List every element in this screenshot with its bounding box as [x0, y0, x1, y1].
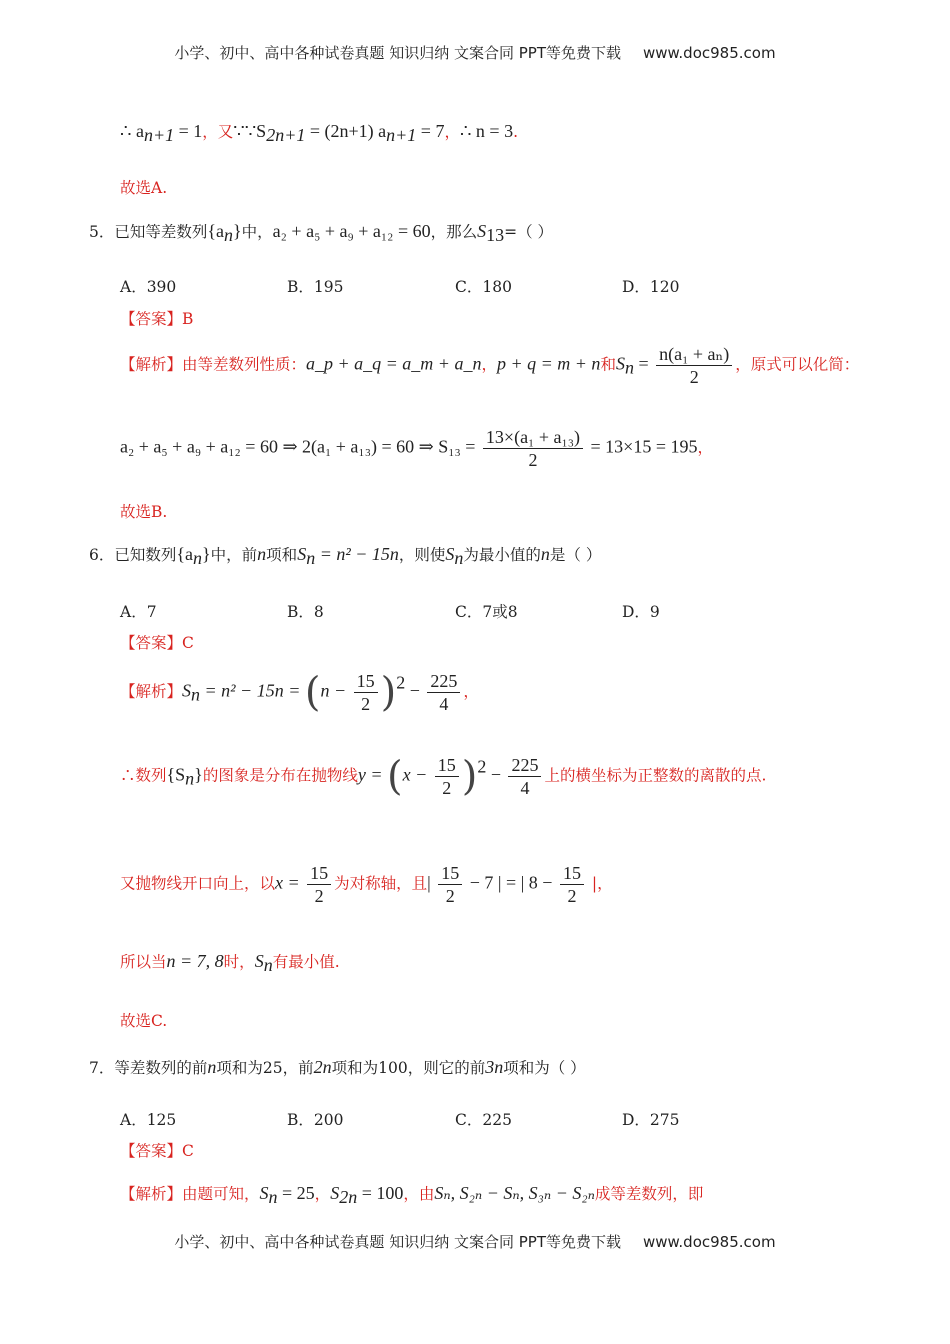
q6-parabola-frac-225-4: $\frac{225}{4}$: [508, 756, 541, 797]
footer-text: 小学、初中、高中各种试卷真题 知识归纳 文案合同 PPT等免费下载: [174, 1233, 621, 1251]
page-footer: [0, 1231, 950, 1252]
q5-analysis: 【解析】由等差数列性质：a_p + a_q = a_m + a_n，p + q = m + n和$S_n$ = $\frac{\text{n(a₁ + aₙ)}}{2}$ ，原式可以化简：: [120, 344, 860, 387]
header-site[interactable]: www.doc985.com: [642, 44, 776, 62]
q6-abs-frac-left: $\frac{15}{2}$: [438, 864, 462, 905]
q6-parabola-frac-15-2: $\frac{15}{2}$: [435, 756, 459, 797]
q5-deriv-fraction: $\frac{\text{13×(a₁ + a₁₃)}}{2}$: [483, 428, 583, 469]
q6-analysis-axis: 又抛物线开口向上，以x = $\frac{15}{2}$ 为对称轴，且| $\frac{15}{2}$ − 7 | = | 8 − $\frac{15}{2}$ |，: [120, 863, 613, 906]
q7-option-d[interactable]: D．275: [622, 1111, 680, 1129]
q5-answer: 【答案】B: [120, 310, 194, 328]
q7-option-c[interactable]: C．225: [455, 1111, 512, 1129]
q6-option-d[interactable]: D．9: [622, 603, 660, 621]
q7-answer: 【答案】C: [120, 1142, 194, 1160]
q5-option-b[interactable]: B．195: [287, 278, 344, 296]
q7-stem: 7．等差数列的前n项和为25，前2n项和为100，则它的前3n项和为（ ）: [89, 1057, 586, 1077]
q6-frac-225-4: $\frac{225}{4}$: [427, 672, 460, 713]
header-text: 小学、初中、高中各种试卷真题 知识归纳 文案合同 PPT等免费下载: [174, 44, 621, 62]
prev-derivation: ∴ $a_{n+1} = 1$，又$\because\because S_{2n+1} = (2n+1) a_{n+1} = 7$，∴ n = 3.: [120, 121, 519, 145]
q6-option-c[interactable]: C．7或8: [455, 603, 518, 621]
q5-sn-fraction: $\frac{\text{n(a₁ + aₙ)}}{2}$: [656, 345, 732, 386]
prev-conclusion: 故选A.: [120, 179, 168, 197]
q6-analysis-eq: 【解析】$S_n = n^2 - 15n = (n$ − $\frac{15}{2}$ )$^2$ − $\frac{225}{4}$ ，: [120, 669, 479, 716]
q6-option-b[interactable]: B．8: [287, 603, 324, 621]
q6-conclusion: 故选C.: [120, 1012, 168, 1030]
q6-axis-frac: $\frac{15}{2}$: [307, 864, 331, 905]
q6-analysis-result: 所以当n = 7, 8时，$S_n$有最小值.: [120, 951, 340, 975]
q5-option-d[interactable]: D．120: [622, 278, 680, 296]
page-header: [0, 42, 950, 63]
q6-answer: 【答案】C: [120, 634, 194, 652]
q7-analysis: 【解析】由题可知，$S_n = 25$，$S_{2n} = 100$，由Sₙ, S₂ₙ − Sₙ, S₃ₙ − S₂ₙ成等差数列，即: [120, 1183, 704, 1207]
q7-option-a[interactable]: A．125: [120, 1111, 177, 1129]
q6-stem: 6．已知数列$\{a_n\}$中，前n项和$S_n = n^2 - 15n$，则使$S_n$为最小值的n是（ ）: [89, 544, 602, 568]
q5-stem: 5．已知等差数列$\{a_n\}$中，a₂ + a₅ + a₉ + a₁₂ = 60，那么$S_{13}=$（ ）: [89, 221, 554, 245]
q6-analysis-parabola: ∴数列$\{S_n\}$的图象是分布在抛物线y = (x − $\frac{15}{2}$ )$^2$ − $\frac{225}{4}$ 上的横坐标为正整数的离散的点.: [120, 753, 767, 800]
q6-frac-15-2: $\frac{15}{2}$: [354, 672, 378, 713]
q5-option-a[interactable]: A．390: [120, 278, 177, 296]
q5-conclusion: 故选B.: [120, 503, 168, 521]
q6-abs-frac-right: $\frac{15}{2}$: [560, 864, 584, 905]
q5-derivation: a₂ + a₅ + a₉ + a₁₂ = 60 ⇒ 2(a₁ + a₁₃) = 60 ⇒ S₁₃ = $\frac{\text{13×(a₁ + a₁₃)}}{2}$ = 13×15 = 195，: [120, 427, 714, 470]
footer-site[interactable]: www.doc985.com: [642, 1233, 776, 1251]
q7-option-b[interactable]: B．200: [287, 1111, 344, 1129]
q5-option-c[interactable]: C．180: [455, 278, 512, 296]
q6-option-a[interactable]: A．7: [120, 603, 157, 621]
